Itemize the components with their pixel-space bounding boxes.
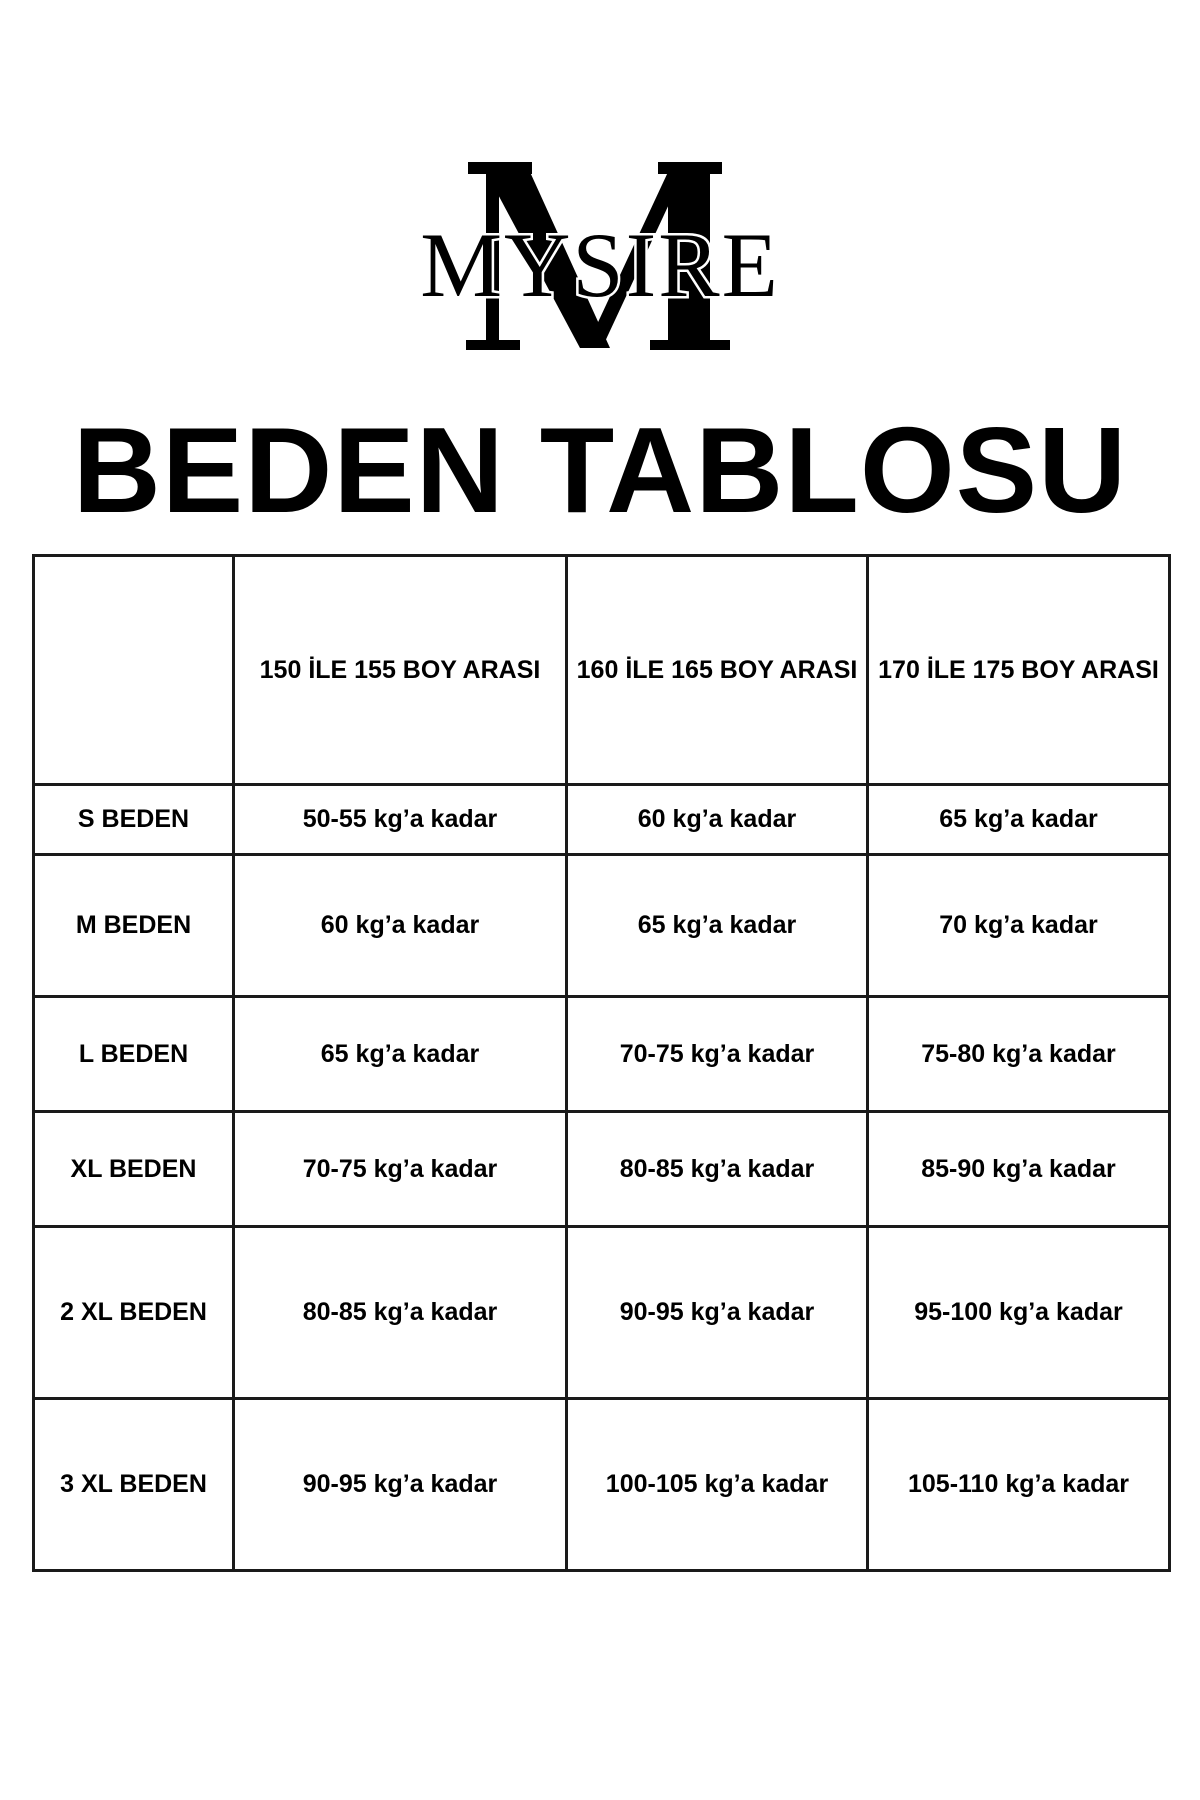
table-cell: 80-85 kg’a kadar	[567, 1112, 868, 1227]
row-label-cell: S BEDEN	[34, 785, 234, 855]
header-cell-height-150-155: 150 İLE 155 BOY ARASI	[234, 556, 567, 785]
table-row	[34, 997, 1170, 1112]
header-cell-empty	[34, 556, 234, 785]
table-cell: 105-110 kg’a kadar	[868, 1399, 1170, 1571]
table-cell: 80-85 kg’a kadar	[234, 1227, 567, 1399]
size-chart-table	[32, 554, 1171, 1572]
table-cell: 75-80 kg’a kadar	[868, 997, 1170, 1112]
row-label-cell: L BEDEN	[34, 997, 234, 1112]
table-cell: 65 kg’a kadar	[567, 855, 868, 997]
row-label-cell: M BEDEN	[34, 855, 234, 997]
table-cell: 100-105 kg’a kadar	[567, 1399, 868, 1571]
row-label-cell: XL BEDEN	[34, 1112, 234, 1227]
page-title: BEDEN TABLOSU	[72, 402, 1128, 538]
table-cell: 85-90 kg’a kadar	[868, 1112, 1170, 1227]
row-label-cell: 2 XL BEDEN	[34, 1227, 234, 1399]
table-row	[34, 855, 1170, 997]
table-header-row	[34, 556, 1170, 785]
table-row	[34, 1227, 1170, 1399]
table-cell: 90-95 kg’a kadar	[234, 1399, 567, 1571]
row-label-cell: 3 XL BEDEN	[34, 1399, 234, 1571]
table-cell: 60 kg’a kadar	[234, 855, 567, 997]
table-cell: 70-75 kg’a kadar	[234, 1112, 567, 1227]
table-row	[34, 1112, 1170, 1227]
table-cell: 50-55 kg’a kadar	[234, 785, 567, 855]
logo-wordmark: MYSIRE	[420, 214, 780, 316]
header-cell-height-170-175: 170 İLE 175 BOY ARASI	[868, 556, 1170, 785]
table-cell: 65 kg’a kadar	[234, 997, 567, 1112]
table-row	[34, 1399, 1170, 1571]
table-cell: 90-95 kg’a kadar	[567, 1227, 868, 1399]
table-cell: 70-75 kg’a kadar	[567, 997, 868, 1112]
brand-logo	[0, 150, 1200, 360]
header-cell-height-160-165: 160 İLE 165 BOY ARASI	[567, 556, 868, 785]
table-cell: 95-100 kg’a kadar	[868, 1227, 1170, 1399]
table-cell: 70 kg’a kadar	[868, 855, 1170, 997]
table-row	[34, 785, 1170, 855]
mysire-monogram-logo	[380, 150, 820, 360]
table-cell: 60 kg’a kadar	[567, 785, 868, 855]
table-cell: 65 kg’a kadar	[868, 785, 1170, 855]
